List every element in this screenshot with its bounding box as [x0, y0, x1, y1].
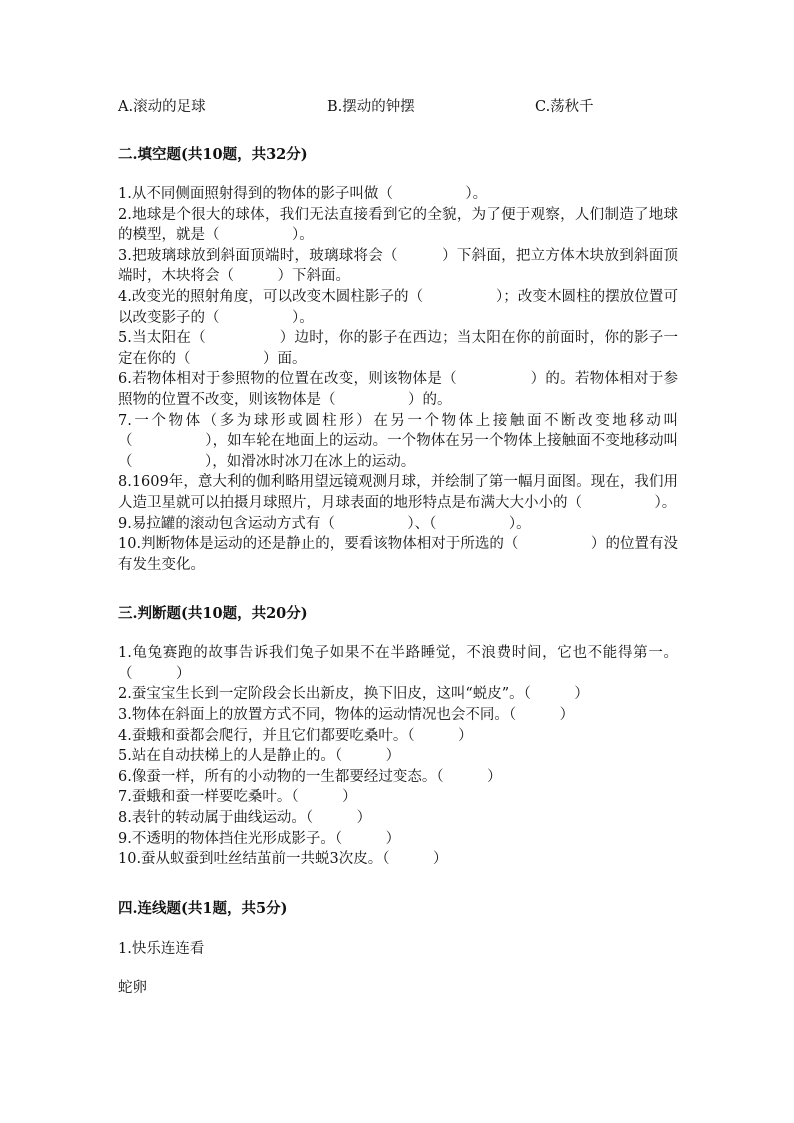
judge-question: 7.蚕蛾和蚕一样要吃桑叶。（ ）	[118, 789, 357, 806]
match-item: 蛇卵	[118, 979, 147, 996]
section-heading-match: 四.连线题(共1题，共5分)	[118, 899, 288, 917]
fill-question: 3.把玻璃球放到斜面顶端时，玻璃球将会（ ）下斜面，把立方体木块放到斜面顶端时，木块将会（ ）下斜面。	[118, 247, 678, 285]
fill-question: 1.从不同侧面照射得到的物体的影子叫做（ ）。	[118, 186, 488, 202]
judge-question: 8.表针的转动属于曲线运动。（ ）	[118, 810, 372, 827]
section-heading-fill: 二.填空题(共10题，共32分)	[118, 146, 308, 163]
fill-question: 2.地球是个很大的球体，我们无法直接看到它的全貌，为了便于观察，人们制造了地球的模型，就是（ ）。	[118, 206, 678, 244]
fill-question: 6.若物体相对于参照物的位置在改变，则该物体是（ ）的。若物体相对于参照物的位置不改变，则该物体是（ ）的。	[118, 371, 678, 408]
choice-options	[118, 94, 678, 116]
judge-question: 10.蚕从蚁蚕到吐丝结茧前一共蜕3次皮。（ ）	[118, 851, 448, 868]
option-a: A.滚动的足球	[118, 98, 206, 115]
fill-question: 9.易拉罐的滚动包含运动方式有（ ）、（ ）。	[118, 515, 531, 532]
judge-question-list	[118, 643, 678, 870]
fill-question: 7.一个物体（多为球形或圆柱形）在另一个物体上接触面不断改变地移动叫（ ），如车轮在地面上的运动。一个物体在另一个物体上接触面不变地移动叫（ ），如滑冰时冰刀在冰上的运动。	[118, 412, 678, 470]
fill-question: 5.当太阳在（ ）边时，你的影子在西边；当太阳在你的前面时，你的影子一定在你的（ ）面。	[118, 330, 678, 367]
judge-question: 1.龟兔赛跑的故事告诉我们兔子如果不在半路睡觉，不浪费时间，它也不能得第一。（ ）	[118, 645, 678, 682]
judge-question: 2.蚕宝宝生长到一定阶段会长出新皮，换下旧皮，这叫“蜕皮”。（ ）	[118, 686, 589, 703]
judge-question: 3.物体在斜面上的放置方式不同，物体的运动情况也会不同。（ ）	[118, 707, 575, 724]
fill-question: 8.1609年，意大利的伽利略用望远镜观测月球，并绘制了第一幅月面图。现在，我们用人造卫星就可以拍摄月球照片，月球表面的地形特点是布满大大小小的（ ）。	[118, 474, 678, 511]
fill-question: 4.改变光的照射角度，可以改变木圆柱影子的（ ）；改变木圆柱的摆放位置可以改变影子的（ ）。	[118, 288, 678, 326]
match-question: 1.快乐连连看	[118, 940, 205, 957]
page-content	[118, 94, 678, 999]
judge-question: 6.像蚕一样，所有的小动物的一生都要经过变态。（ ）	[118, 768, 502, 785]
judge-question: 5.站在自动扶梯上的人是静止的。（ ）	[118, 748, 401, 765]
section-heading-judge: 三.判断题(共10题，共20分)	[118, 605, 308, 623]
fill-question-list	[118, 184, 678, 575]
fill-question: 10.判断物体是运动的还是静止的，要看该物体相对于所选的（ ）的位置有没有发生变化。	[118, 536, 678, 573]
option-b: B.摆动的钟摆	[327, 98, 415, 115]
judge-question: 4.蚕蛾和蚕都会爬行，并且它们都要吃桑叶。（ ）	[118, 727, 473, 744]
judge-question: 9.不透明的物体挡住光形成影子。（ ）	[118, 830, 401, 847]
option-c: C.荡秋千	[535, 98, 594, 115]
